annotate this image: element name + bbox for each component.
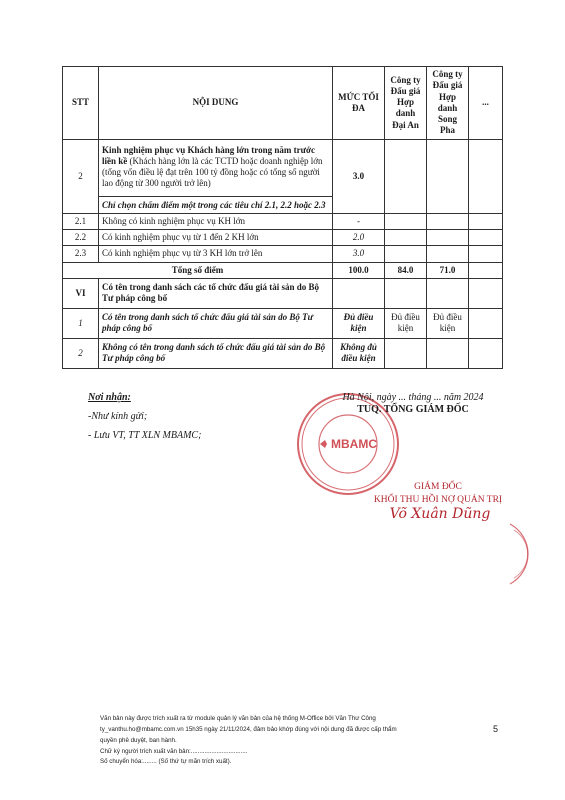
row-song-pha: Đủ điều kiện: [427, 308, 469, 338]
row-max: Không đủ điều kiện: [333, 338, 385, 368]
row-max: 2.0: [333, 230, 385, 246]
header-dai-an: Công ty Đấu giá Hợp danh Đại An: [385, 67, 427, 140]
table-row: [63, 278, 503, 308]
recipient-item: -Như kính gửi;: [88, 411, 148, 422]
row-stt: 2: [63, 139, 99, 213]
table-row: [63, 230, 503, 246]
row-stt: 2.3: [63, 246, 99, 262]
signer-name: Võ Xuân Dũng: [389, 506, 491, 522]
row-stt: 2.1: [63, 213, 99, 229]
footer-line: Văn bản này được trích xuất ra từ module quản lý văn bản của hệ thống M-Office bởi Văn Thư Công: [100, 715, 376, 722]
signature-block: [318, 392, 508, 415]
footer-line: quyền phê duyệt, ban hành.: [100, 736, 177, 744]
row-stt: 1: [63, 308, 99, 338]
row-stt: 2: [63, 338, 99, 368]
recipients-title: Nơi nhận:: [88, 392, 131, 403]
row-dai-an: Đủ điều kiện: [385, 308, 427, 338]
row-more: [469, 139, 503, 213]
row-content: [99, 139, 333, 213]
row-content: Có tên trong danh sách tổ chức đấu giá tài sản do Bộ Tư pháp công bố: [99, 308, 333, 338]
signature-date: Hà Nội, ngày ... tháng ... năm 2024: [342, 392, 484, 403]
signer-title-line: GIÁM ĐỐC: [414, 482, 462, 492]
header-max: MỨC TỐI ĐA: [333, 67, 385, 140]
recipient-item: - Lưu VT, TT XLN MBAMC;: [88, 430, 202, 441]
footer-note: [100, 714, 397, 768]
row-stt: VI: [63, 278, 99, 308]
row-content: Có kinh nghiệm phục vụ từ 3 KH lớn trở lên: [99, 246, 333, 262]
header-song-pha: Công ty Đấu giá Hợp danh Song Pha: [427, 67, 469, 140]
row-content: Có kinh nghiệm phục vụ từ 1 đến 2 KH lớn: [99, 230, 333, 246]
row-max: Đủ điều kiện: [333, 308, 385, 338]
row-max: 3.0: [333, 246, 385, 262]
row-content: Không có tên trong danh sách tổ chức đấu giá tài sản do Bộ Tư pháp công bố: [99, 338, 333, 368]
row-dai-an: [385, 139, 427, 213]
table-row: [63, 139, 503, 213]
row-stt: 2.2: [63, 230, 99, 246]
stamp-logo-text: MBAMC: [331, 437, 377, 451]
page-number: 5: [493, 724, 499, 734]
scoring-table: [62, 66, 503, 369]
signature-role: TUQ. TỔNG GIÁM ĐỐC: [357, 404, 469, 415]
row-song-pha: [427, 139, 469, 213]
table-header-row: [63, 67, 503, 140]
table-row: [63, 213, 503, 229]
table-row: [63, 308, 503, 338]
table-row: [63, 338, 503, 368]
total-dai-an: 84.0: [385, 262, 427, 278]
total-song-pha: 71.0: [427, 262, 469, 278]
footer-line: Số chuyển hóa:........ (Số thứ tự mãn trích xuất).: [100, 758, 232, 766]
signer-title: [368, 481, 508, 507]
total-max: 100.0: [333, 262, 385, 278]
row-max: -: [333, 213, 385, 229]
side-seal-icon: [508, 522, 548, 586]
row-note: Chỉ chọn chấm điểm một trong các tiêu chí 2.1, 2.2 hoặc 2.3: [99, 196, 332, 213]
total-row: [63, 262, 503, 278]
recipients-block: [88, 388, 201, 445]
row-title: Kinh nghiệm phục vụ Khách hàng lớn trong năm trước liền kề: [102, 144, 315, 166]
footer-line: ty_vanthu.ho@mbamc.com.vn 15h35 ngày 21/11/2024, đảm bảo khớp đúng với nội dung đã được cấp thẩm: [100, 725, 397, 733]
row-max: 3.0: [333, 139, 385, 213]
row-content: Có tên trong danh sách các tổ chức đấu giá tài sản do Bộ Tư pháp công bố: [99, 278, 333, 308]
header-stt: STT: [63, 67, 99, 140]
header-content: NỘI DUNG: [99, 67, 333, 140]
total-label: Tổng số điểm: [63, 262, 333, 278]
row-content: Không có kinh nghiệm phục vụ KH lớn: [99, 213, 333, 229]
stamp-star-icon: [320, 440, 327, 448]
footer-line: Chữ ký người trích xuất văn bản:.................................: [100, 747, 248, 755]
signer-title-line: KHỐI THU HỒI NỢ QUẢN TRỊ: [373, 494, 503, 505]
row-desc: (Khách hàng lớn là các TCTD hoặc doanh nghiệp lớn (tổng vốn điều lệ đạt trên 100 tỷ đồng hoặc có tổng số người lao động từ 300 người trở lên): [102, 155, 323, 189]
table-row: [63, 246, 503, 262]
header-more: ...: [469, 67, 503, 140]
